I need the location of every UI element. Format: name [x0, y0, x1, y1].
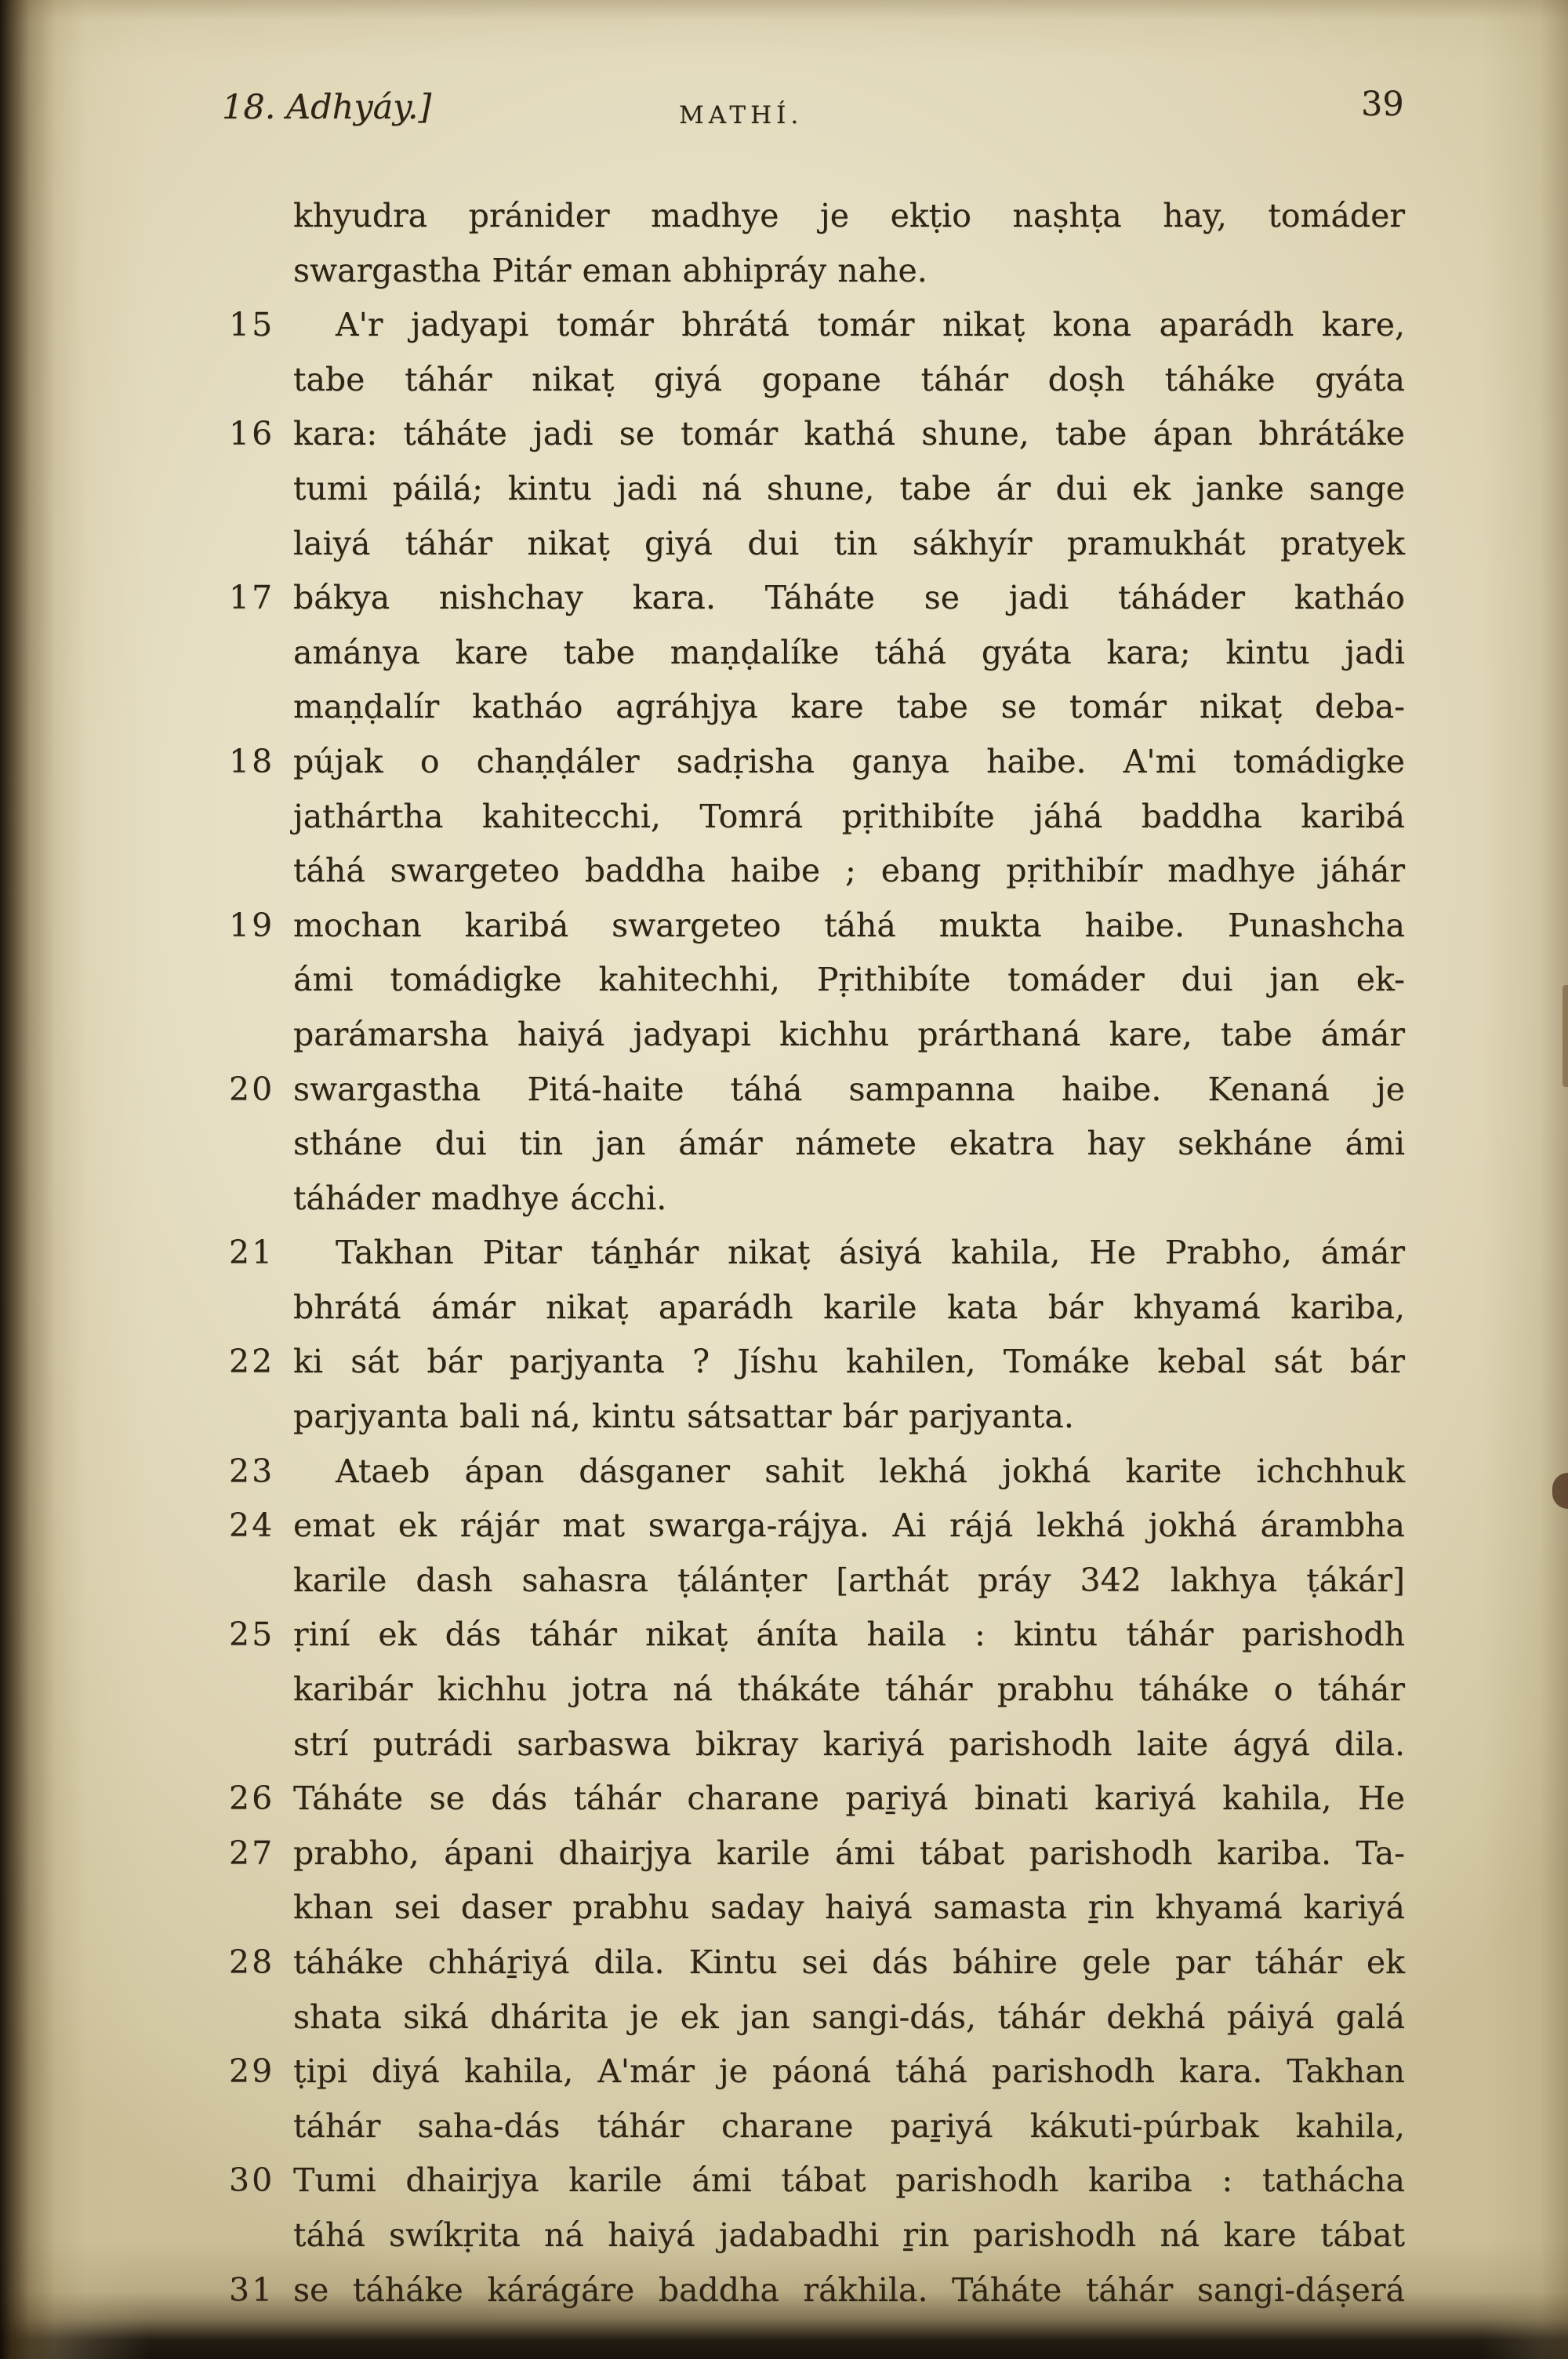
- verse-line: [229, 735, 1405, 790]
- running-header-chapter: 18. Adhyáy.]: [222, 88, 432, 127]
- verse-text: tabe táhár nikaṭ giyá gopane táhár doṣh táháke gyáta: [293, 360, 1405, 398]
- verse-number: [229, 2099, 293, 2154]
- verse-text-block: [229, 189, 1405, 2317]
- verse-text: emat ek rájár mat swarga-rájya. Ai rájá lekhá jokhá árambha: [293, 1507, 1405, 1545]
- verse-line: [229, 1226, 1405, 1281]
- verse-number: 24: [229, 1507, 275, 1545]
- verse-number: 29: [229, 2052, 275, 2091]
- verse-line: [229, 844, 1405, 899]
- verse-text: parámarsha haiyá jadyapi kichhu prárthaná kare, tabe ámár: [293, 1015, 1405, 1053]
- running-header-book: MATHÍ.: [679, 101, 804, 129]
- verse-number: 26: [229, 1779, 275, 1818]
- verse-number: [229, 517, 293, 572]
- verse-number: [229, 462, 293, 517]
- verse-text: karibár kichhu jotra ná thákáte táhár prabhu táháke o táhár: [293, 1670, 1405, 1709]
- verse-line: [229, 1608, 1405, 1663]
- verse-line: [229, 2263, 1405, 2318]
- verse-line: [229, 2208, 1405, 2263]
- verse-line: [229, 407, 1405, 462]
- verse-text: amánya kare tabe maṇḍalíke táhá gyáta kara; kintu jadi: [293, 633, 1405, 671]
- verse-text: Táháte se dás táhár charane paṟiyá binati kariyá kahila, He: [293, 1779, 1405, 1818]
- verse-text: stháne dui tin jan ámár námete ekatra hay sekháne ámi: [293, 1125, 1405, 1163]
- verse-line: [229, 1008, 1405, 1063]
- verse-line: [229, 1499, 1405, 1554]
- verse-number: [229, 353, 293, 408]
- verse-text: swargastha Pitár eman abhipráy nahe.: [293, 251, 927, 289]
- verse-line: [229, 1717, 1405, 1772]
- verse-text: ṭipi diyá kahila, A'már je páoná táhá parishodh kara. Takhan: [293, 2052, 1405, 2091]
- verse-text: kara: táháte jadi se tomár kathá shune, tabe ápan bhrátáke: [293, 415, 1405, 453]
- verse-text: táhá swíkṛita ná haiyá jadabadhi ṟin parishodh ná kare tábat: [293, 2215, 1405, 2254]
- verse-text: tumi páilá; kintu jadi ná shune, tabe ár dui ek janke sange: [293, 469, 1405, 507]
- verse-line: [229, 571, 1405, 626]
- verse-number: [229, 1117, 293, 1172]
- verse-line: [229, 1063, 1405, 1118]
- verse-line: [229, 244, 1405, 299]
- verse-number: [229, 1717, 293, 1772]
- verse-number: 27: [229, 1834, 275, 1872]
- verse-text: parjyanta bali ná, kintu sátsattar bár parjyanta.: [293, 1398, 1074, 1436]
- verse-line: [229, 1281, 1405, 1336]
- verse-number: [229, 790, 293, 845]
- verse-line: [229, 1117, 1405, 1172]
- verse-line: [229, 790, 1405, 845]
- verse-text: bákya nishchay kara. Táháte se jadi táháder katháo: [293, 579, 1405, 617]
- verse-text: mochan karibá swargeteo táhá mukta haibe. Punashcha: [293, 906, 1405, 944]
- verse-line: [229, 2099, 1405, 2154]
- page-edge-mark: [1552, 1473, 1568, 1509]
- verse-line: [229, 2154, 1405, 2208]
- verse-text: táháke chháṟiyá dila. Kintu sei dás báhire gele par táhár ek: [293, 1943, 1405, 1981]
- verse-line: [229, 1172, 1405, 1227]
- verse-text: Takhan Pitar táṉhár nikaṭ ásiyá kahila, He Prabho, ámár: [336, 1234, 1405, 1272]
- verse-number: [229, 1281, 293, 1336]
- verse-line: [229, 1990, 1405, 2045]
- verse-line: [229, 189, 1405, 244]
- verse-text: karile dash sahasra ṭálánṭer [arthát práy 342 lakhya ṭákár]: [293, 1561, 1405, 1599]
- verse-number: [229, 189, 293, 244]
- verse-text: khan sei daser prabhu saday haiyá samasta ṟin khyamá kariyá: [293, 1888, 1405, 1927]
- verse-text: táháder madhye ácchi.: [293, 1179, 667, 1217]
- verse-number: [229, 244, 293, 299]
- verse-number: 17: [229, 579, 275, 617]
- verse-text: Tumi dhairjya karile ámi tábat parishodh kariba : tathácha: [293, 2161, 1405, 2200]
- verse-number: [229, 680, 293, 735]
- verse-number: 18: [229, 742, 275, 780]
- page-edge-mark: [1563, 985, 1568, 1087]
- verse-number: 15: [229, 306, 275, 344]
- verse-number: [229, 626, 293, 681]
- verse-line: [229, 1445, 1405, 1499]
- verse-text: ámi tomádigke kahitechhi, Pṛithibíte tomáder dui jan ek-: [293, 961, 1405, 999]
- verse-text: maṇḍalír katháo agráhjya kare tabe se tomár nikaṭ deba-: [293, 688, 1405, 726]
- verse-number: 20: [229, 1070, 275, 1108]
- verse-text: pújak o chaṇḍáler sadṛisha ganya haibe. A'mi tomádigke: [293, 742, 1405, 780]
- verse-number: [229, 1390, 293, 1445]
- verse-line: [229, 2045, 1405, 2099]
- verse-line: [229, 517, 1405, 572]
- verse-line: [229, 353, 1405, 408]
- verse-line: [229, 1826, 1405, 1881]
- verse-text: laiyá táhár nikaṭ giyá dui tin sákhyír pramukhát pratyek: [293, 524, 1405, 562]
- verse-text: jathártha kahitecchi, Tomrá pṛithibíte jáhá baddha karibá: [293, 797, 1405, 835]
- verse-line: [229, 1390, 1405, 1445]
- verse-number: 23: [229, 1452, 275, 1490]
- verse-number: 31: [229, 2270, 275, 2309]
- verse-text: khyudra pránider madhye je ekṭio naṣhṭa hay, tomáder: [293, 197, 1405, 234]
- verse-line: [229, 1881, 1405, 1936]
- verse-number: [229, 1554, 293, 1608]
- verse-line: [229, 1663, 1405, 1717]
- verse-number: 25: [229, 1616, 275, 1654]
- verse-number: 28: [229, 1943, 275, 1981]
- verse-line: [229, 953, 1405, 1008]
- verse-line: [229, 1936, 1405, 1990]
- verse-text: strí putrádi sarbaswa bikray kariyá parishodh laite ágyá dila.: [293, 1725, 1405, 1763]
- verse-number: 16: [229, 415, 275, 453]
- verse-number: 22: [229, 1343, 275, 1381]
- verse-text: A'r jadyapi tomár bhrátá tomár nikaṭ kona aparádh kare,: [336, 306, 1405, 344]
- verse-number: [229, 1663, 293, 1717]
- page-number: 39: [1361, 85, 1404, 124]
- verse-line: [229, 462, 1405, 517]
- verse-text: shata siká dhárita je ek jan sangi-dás, táhár dekhá páiyá galá: [293, 1997, 1405, 2036]
- verse-number: [229, 1172, 293, 1227]
- verse-line: [229, 1335, 1405, 1390]
- verse-text: táhá swargeteo baddha haibe ; ebang pṛithibír madhye jáhár: [293, 852, 1405, 890]
- verse-text: Ataeb ápan dásganer sahit lekhá jokhá karite ichchhuk: [336, 1452, 1405, 1490]
- verse-line: [229, 1772, 1405, 1826]
- verse-number: 21: [229, 1234, 275, 1272]
- verse-text: swargastha Pitá-haite táhá sampanna haibe. Kenaná je: [293, 1070, 1405, 1108]
- verse-number: [229, 1881, 293, 1936]
- verse-number: [229, 953, 293, 1008]
- verse-text: prabho, ápani dhairjya karile ámi tábat parishodh kariba. Ta-: [293, 1834, 1405, 1872]
- verse-number: [229, 1008, 293, 1063]
- verse-text: bhrátá ámár nikaṭ aparádh karile kata bár khyamá kariba,: [293, 1288, 1405, 1326]
- verse-text: ki sát bár parjyanta ? Jíshu kahilen, Tomáke kebal sát bár: [293, 1343, 1405, 1381]
- verse-line: [229, 1554, 1405, 1608]
- verse-number: [229, 2208, 293, 2263]
- verse-line: [229, 626, 1405, 681]
- verse-line: [229, 899, 1405, 954]
- verse-number: [229, 844, 293, 899]
- verse-number: 30: [229, 2161, 275, 2200]
- verse-number: [229, 1990, 293, 2045]
- verse-number: 19: [229, 906, 275, 944]
- verse-line: [229, 298, 1405, 353]
- verse-text: se táháke kárágáre baddha rákhila. Táháte táhár sangi-dáṣerá: [293, 2270, 1405, 2309]
- verse-text: ṛiní ek dás táhár nikaṭ áníta haila : kintu táhár parishodh: [293, 1616, 1405, 1654]
- verse-text: táhár saha-dás táhár charane paṟiyá kákuti-púrbak kahila,: [293, 2106, 1405, 2145]
- verse-line: [229, 680, 1405, 735]
